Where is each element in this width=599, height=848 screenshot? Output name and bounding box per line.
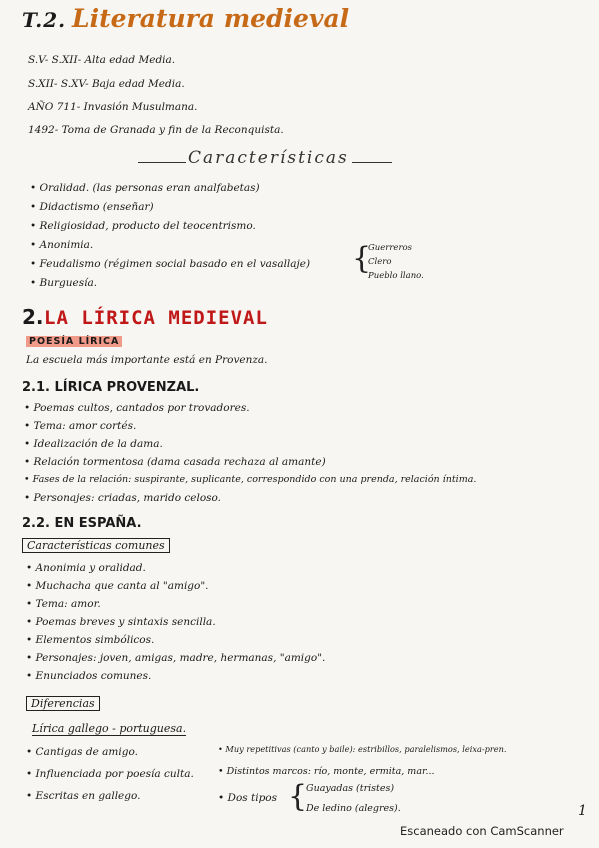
section-number: 2.	[22, 305, 44, 329]
brace-icon: {	[288, 779, 308, 814]
lirica-intro: La escuela más importante está en Provenza.	[26, 354, 268, 366]
caracteristica-item: • Didactismo (enseñar)	[30, 201, 154, 213]
provenzal-item: • Relación tormentosa (dama casada rechaza al amante)	[24, 456, 326, 468]
timeline-line: S.V- S.XII- Alta edad Media.	[28, 54, 176, 66]
gallego-right-item: • Muy repetitivas (canto y baile): estribillos, paralelismos, leixa-pren.	[218, 744, 507, 754]
subsection-heading: 2.2. EN ESPAÑA.	[22, 516, 142, 531]
gallego-left-item: • Influenciada por poesía culta.	[26, 768, 194, 780]
provenzal-item: • Fases de la relación: suspirante, suplicante, correspondido con una prenda, relación íntima.	[24, 474, 477, 485]
feudal-group: Guerreros	[368, 243, 412, 253]
comunes-item: • Muchacha que canta al "amigo".	[26, 580, 209, 592]
feudal-group: Pueblo llano.	[368, 271, 424, 281]
poesia-lirica-tag: POESÍA LÍRICA	[26, 336, 122, 347]
caracteristica-item: • Burguesía.	[30, 277, 98, 289]
gallego-left-item: • Escritas en gallego.	[26, 790, 141, 802]
dos-tipos-item: Guayadas (tristes)	[306, 783, 395, 794]
provenzal-item: • Idealización de la dama.	[24, 438, 163, 450]
caracteristica-item: • Anonimia.	[30, 239, 94, 251]
caracteristica-item: • Feudalismo (régimen social basado en el vasallaje)	[30, 258, 311, 270]
comunes-label: Características comunes	[22, 538, 170, 553]
gallego-left-item: • Cantigas de amigo.	[26, 746, 138, 758]
timeline-line: 1492- Toma de Granada y fin de la Reconquista.	[28, 124, 284, 136]
scanner-footer: Escaneado con CamScanner	[400, 824, 564, 838]
comunes-item: • Anonimia y oralidad.	[26, 562, 146, 574]
comunes-item: • Enunciados comunes.	[26, 670, 152, 682]
provenzal-item: • Poemas cultos, cantados por trovadores.	[24, 402, 250, 414]
gallego-right-item: • Distintos marcos: río, monte, ermita, mar...	[218, 766, 435, 777]
provenzal-item: • Tema: amor cortés.	[24, 420, 137, 432]
feudal-group: Clero	[368, 257, 392, 267]
page-number: 1	[578, 803, 587, 819]
comunes-item: • Tema: amor.	[26, 598, 101, 610]
caracteristica-item: • Religiosidad, producto del teocentrismo.	[30, 220, 256, 232]
dos-tipos-label: • Dos tipos	[218, 792, 278, 804]
provenzal-item: • Personajes: criadas, marido celoso.	[24, 492, 221, 504]
caracteristicas-heading: Características	[188, 148, 349, 168]
brace-icon: {	[352, 241, 372, 276]
dos-tipos-item: De ledino (alegres).	[306, 803, 401, 814]
section-heading: LA LÍRICA MEDIEVAL	[44, 307, 268, 329]
gallego-portuguesa-label: Lírica gallego - portuguesa.	[32, 722, 187, 735]
timeline-line: AÑO 711- Invasión Musulmana.	[28, 101, 198, 113]
comunes-item: • Poemas breves y sintaxis sencilla.	[26, 616, 216, 628]
comunes-item: • Elementos simbólicos.	[26, 634, 155, 646]
comunes-item: • Personajes: joven, amigas, madre, hermanas, "amigo".	[26, 652, 326, 664]
caracteristica-item: • Oralidad. (las personas eran analfabetas)	[30, 182, 260, 194]
page-title: Literatura medieval	[72, 4, 350, 33]
timeline-line: S.XII- S.XV- Baja edad Media.	[28, 78, 185, 90]
title-number: T.2.	[22, 8, 67, 32]
heading-rule-left	[138, 162, 186, 163]
heading-rule-right	[352, 162, 392, 163]
diferencias-label: Diferencias	[26, 696, 100, 711]
subsection-heading: 2.1. LÍRICA PROVENZAL.	[22, 380, 200, 395]
